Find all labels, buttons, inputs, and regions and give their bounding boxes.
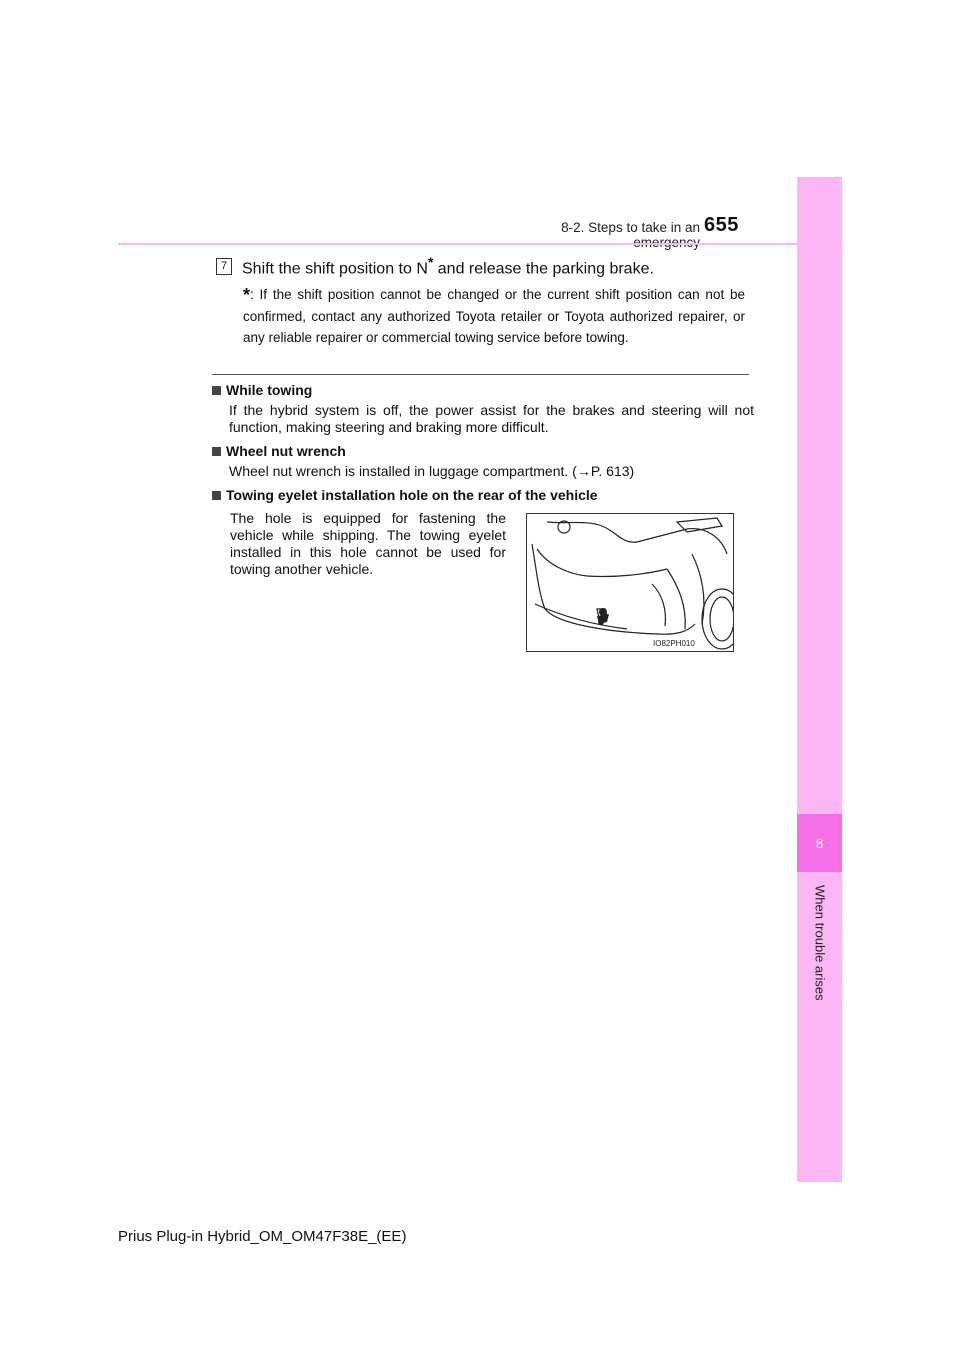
chapter-sidebar xyxy=(797,177,842,1182)
chapter-title: When trouble arises xyxy=(812,885,828,1001)
bullet-icon xyxy=(212,386,221,395)
step-item xyxy=(216,254,756,278)
note-title: Towing eyelet installation hole on the rear of the vehicle xyxy=(226,487,598,503)
footer-doc-id: Prius Plug-in Hybrid_OM_OM47F38E_(EE) xyxy=(118,1228,407,1245)
bullet-icon xyxy=(212,491,221,500)
note-towing-eyelet-hole xyxy=(212,487,752,503)
step-text xyxy=(242,254,654,278)
asterisk-mark: * xyxy=(427,254,434,270)
rear-bumper-towing-eyelet-illustration-icon xyxy=(527,514,733,651)
footnote-mark: * xyxy=(243,285,251,305)
section-divider xyxy=(212,374,749,375)
footnote xyxy=(243,284,745,348)
note-title: Wheel nut wrench xyxy=(226,443,346,459)
note-body: If the hybrid system is off, the power assist for the brakes and steering will not function, making steering and braking more difficult. xyxy=(229,402,754,435)
note-wheel-nut-wrench xyxy=(212,443,752,480)
chapter-number: 8 xyxy=(815,835,824,851)
footnote-text: : If the shift position cannot be changed or the current shift position can not be confirmed, contact any authorized Toyota retailer or Toyota authorized repairer, or any reliable repairer or commercial towing service before towing. xyxy=(243,287,745,345)
step-number-badge: 7 xyxy=(216,258,232,275)
step-text-before: Shift the shift position to N xyxy=(242,260,428,278)
note-while-towing xyxy=(212,382,752,436)
note-body-text: Wheel nut wrench is installed in luggage compartment. (→P. 613) xyxy=(229,463,635,479)
page-number: 655 xyxy=(704,214,739,236)
note-body: The hole is equipped for fastening the vehicle while shipping. The towing eyelet installed in this hole cannot be used for towing another vehicle. xyxy=(230,510,506,577)
bullet-icon xyxy=(212,447,221,456)
step-text-after: and release the parking brake. xyxy=(433,260,654,278)
section-title: 8-2. Steps to take in an xyxy=(561,220,700,235)
rear-bumper-figure xyxy=(526,513,734,652)
note-title: While towing xyxy=(226,382,313,398)
figure-id: IO82PH010 xyxy=(653,639,695,648)
note-body xyxy=(212,463,754,480)
chapter-number-tab[interactable] xyxy=(797,814,842,872)
header-divider xyxy=(118,243,843,245)
